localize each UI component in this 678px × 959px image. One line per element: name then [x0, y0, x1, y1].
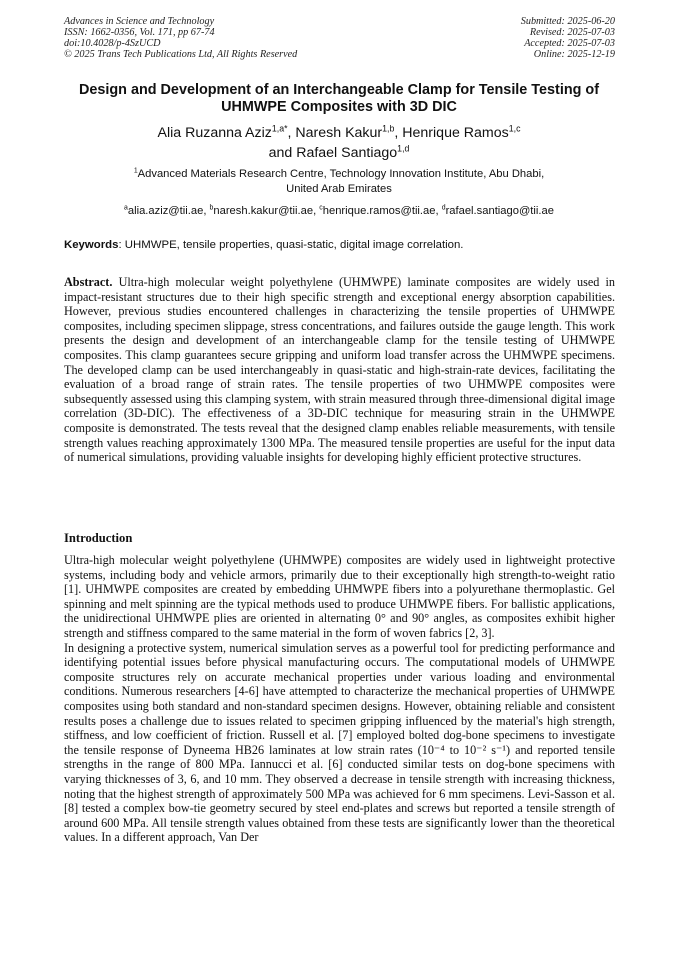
affiliation-line: United Arab Emirates [286, 183, 392, 195]
date-revised: Revised: 2025-07-03 [529, 27, 615, 38]
keywords-label: Keywords [64, 239, 119, 251]
author-affiliation-mark: 1,c [508, 123, 521, 134]
author-list: Alia Ruzanna Aziz$^{1,a*}$, Naresh Kakur$^{1,b}$, Henrique Ramos$^{1,c}$ and Rafael Santiago$^{1,d}$ [157, 123, 521, 161]
keywords-text: : UHMWPE, tensile properties, quasi-static, digital image correlation. [118, 239, 464, 251]
author-name: Alia Ruzanna Aziz [157, 125, 272, 141]
email-link[interactable]: naresh.kakur@tii.ae [213, 205, 314, 217]
affiliation-line: Advanced Materials Research Centre, Technology Innovation Institute, Abu Dhabi, [137, 168, 545, 180]
date-submitted: Submitted: 2025-06-20 [520, 16, 615, 27]
journal-issn: ISSN: 1662-0356, Vol. 171, pp 67-74 [64, 27, 215, 38]
author-name: Rafael Santiago [296, 145, 398, 161]
abstract [64, 275, 615, 465]
author-emails: $^a$alia.aziz@tii.ae, $^b$naresh.kakur@tii.ae, $^c$henrique.ramos@tii.ae, $^d$rafael.santiago@tii.ae [124, 204, 554, 217]
author-affiliation-mark: 1,a* [271, 123, 288, 134]
section-heading-introduction: Introduction [64, 531, 133, 545]
date-online: Online: 2025-12-19 [533, 49, 615, 60]
journal-info [64, 16, 297, 60]
affiliation [60, 167, 618, 197]
keywords [64, 238, 616, 252]
author-name: Naresh Kakur [295, 125, 383, 141]
affiliation-mark: 1 [133, 167, 138, 175]
email-link[interactable]: rafael.santiago@tii.ae [445, 205, 554, 217]
email-link[interactable]: alia.aziz@tii.ae [127, 205, 204, 217]
introduction-body [64, 553, 615, 949]
author-affiliation-mark: 1,b [382, 123, 395, 134]
journal-doi: doi:10.4028/p-4SzUCD [64, 38, 161, 49]
date-accepted: Accepted: 2025-07-03 [524, 38, 615, 49]
abstract-label: Abstract. [64, 275, 113, 289]
email-link[interactable]: henrique.ramos@tii.ae [322, 205, 436, 217]
journal-name: Advances in Science and Technology [64, 16, 215, 27]
author-affiliation-mark: 1,d [397, 143, 410, 154]
paragraph: Ultra-high molecular weight polyethylene (UHMWPE) composites are widely used in lightweight protective systems, including body and vehicle armors, primarily due to their exceptionally high strength-to-weight ratio [1]. UHMWPE composites are created by embedding UHMWPE fibers into a polyurethane thermoplastic. Gel spinning and melt spinning are the typical methods used to produce UHMWPE fibers. For ballistic applications, the unidirectional UHMWPE plies are oriented in alternating 0° and 90° angles, as composites exhibit higher strength and stiffness compared to the same material in the form of woven fabrics [2, 3]. [64, 553, 615, 640]
abstract-text: Ultra-high molecular weight polyethylene (UHMWPE) laminate composites are widely used in impact-resistant structures due to their high specific strength and exceptional energy absorption capabilities. However, previous studies encountered challenges in characterizing the tensile properties of UHMWPE composites, including specimen slippage, stress concentrations, and failures outside the gauge length. This work presents the design and development of an interchangeable clamp for the tensile testing of UHMWPE composites. This clamp guarantees secure gripping and uniform load transfer across the UHMWPE specimens. The developed clamp can be used interchangeably in quasi-static and high-strain-rate devices, facilitating the evaluation of a broad range of strain rates. The tensile properties of two UHMWPE composites were subsequently assessed using this clamping system, with strain measured through three-dimensional digital image correlation (3D-DIC). The effectiveness of a 3D-DIC technique for measuring strain in the UHMWPE composite is demonstrated. The tests reveal that the designed clamp enables reliable measurements, with tensile strength values reaching approximately 1300 MPa. The measured tensile properties are useful for the input data of numerical simulations, providing valuable insights for developing highly efficient protective structures. [64, 275, 615, 465]
paragraph: In designing a protective system, numerical simulation serves as a powerful tool for predicting performance and identifying potential issues before physical manufacturing occurs. The computational models of UHMWPE composite structures rely on accurate mechanical properties under various loading and environmental conditions. Numerous researchers [4-6] have attempted to characterize the mechanical properties of UHMWPE composites using both standard and non-standard specimen designs. However, obtaining reliable and consistent results poses a challenge due to issues related to specimen gripping influenced by the material's high strength, stiffness, and low coefficient of friction. Russell et al. [7] employed bolted dog-bone specimens to investigate the tensile response of Dyneema HB26 laminates at low strain rates (10⁻⁴ to 10⁻² s⁻¹) and reported tensile strengths in the range of 800 MPa. Iannucci et al. [6] conducted similar tests on dog-bone specimens with varying thicknesses of 3, 6, and 10 mm. They observed a decrease in tensile strength with increasing thickness, noting that the highest strength of approximately 500 MPa was achieved for 6 mm specimens. Levi-Sasson et al. [8] tested a complex bow-tie geometry secured by steel end-plates and screws but reported a tensile strength of around 600 MPa. All tensile strength values obtained from these tests are significantly lower than the theoretical values. In a different approach, Van Der [64, 640, 615, 845]
publication-dates [521, 16, 615, 60]
paper-title: Design and Development of an Interchangeable Clamp for Tensile Testing of UHMWPE Composites with 3D DIC [78, 82, 599, 115]
author-name: Henrique Ramos [402, 125, 509, 141]
journal-copyright: © 2025 Trans Tech Publications Ltd, All Rights Reserved [64, 49, 298, 60]
